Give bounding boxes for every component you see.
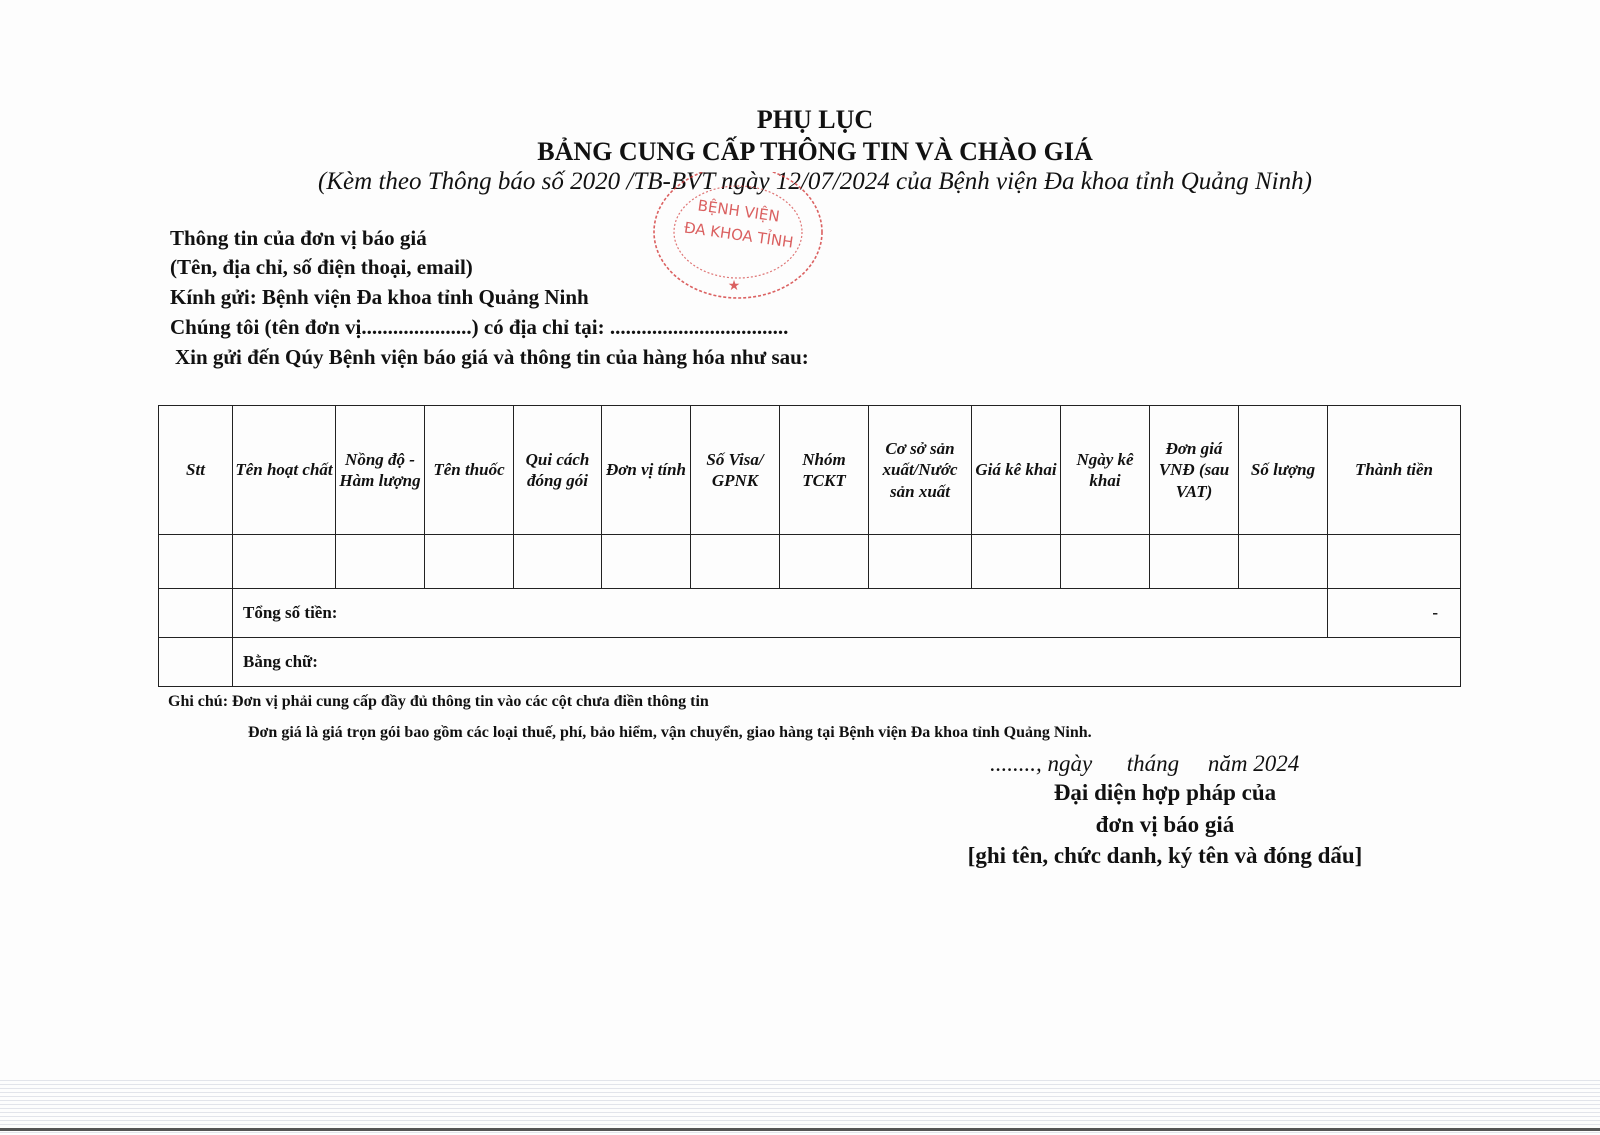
signature-line-2: đơn vị báo giá bbox=[1095, 812, 1235, 837]
table-row bbox=[159, 535, 1461, 589]
note-line-2: Đơn giá là giá trọn gói bao gồm các loại thuế, phí, bảo hiểm, vận chuyển, giao hàng tại Bệnh viện Đa khoa tỉnh Quảng Ninh. bbox=[248, 724, 1092, 741]
stamp-star-icon: ★ bbox=[727, 279, 741, 294]
table-cell[interactable] bbox=[425, 535, 514, 589]
table-cell[interactable] bbox=[1061, 535, 1150, 589]
table-cell[interactable] bbox=[233, 535, 336, 589]
signature-line-1: Đại diện hợp pháp của bbox=[1053, 780, 1277, 805]
table-cell[interactable] bbox=[1239, 535, 1328, 589]
info-line-recipient: Kính gửi: Bệnh viện Đa khoa tỉnh Quảng Ninh bbox=[170, 285, 589, 309]
table-cell[interactable] bbox=[691, 535, 780, 589]
table-cell[interactable] bbox=[869, 535, 972, 589]
info-line-contact: (Tên, địa chỉ, số điện thoại, email) bbox=[170, 255, 473, 279]
table-cell bbox=[159, 638, 233, 687]
note-line-1: Ghi chú: Đơn vị phải cung cấp đầy đủ thông tin vào các cột chưa điền thông tin bbox=[168, 693, 709, 710]
quotation-table bbox=[158, 405, 1461, 687]
amount-in-words-label: Bằng chữ: bbox=[233, 638, 1461, 687]
stamp-line-1: BỆNH VIỆN bbox=[696, 196, 781, 226]
stamp-line-2: ĐA KHOA TỈNH bbox=[682, 218, 795, 252]
header-packaging: Qui cách đóng gói bbox=[514, 406, 602, 535]
table-cell[interactable] bbox=[1150, 535, 1239, 589]
header-group: Nhóm TCKT bbox=[780, 406, 869, 535]
header-visa: Số Visa/ GPNK bbox=[691, 406, 780, 535]
signature-line-3: [ghi tên, chức danh, ký tên và đóng dấu] bbox=[967, 843, 1363, 868]
header-declared-price: Giá kê khai bbox=[972, 406, 1061, 535]
scan-edge-bar bbox=[0, 1128, 1600, 1131]
table-header-row bbox=[159, 406, 1461, 535]
header-unit: Đơn vị tính bbox=[602, 406, 691, 535]
document-reference: (Kèm theo Thông báo số 2020 /TB-BVT ngày 12/07/2024 của Bệnh viện Đa khoa tỉnh Quảng Ninh) bbox=[318, 168, 1312, 195]
signature-date: ........, ngày tháng năm 2024 bbox=[990, 751, 1300, 776]
table-cell[interactable] bbox=[336, 535, 425, 589]
info-line-address: Chúng tôi (tên đơn vị.....................) có địa chỉ tại: .................................. bbox=[170, 315, 789, 339]
total-value: - bbox=[1328, 589, 1461, 638]
table-cell[interactable] bbox=[1328, 535, 1461, 589]
document-title: PHỤ LỤC bbox=[756, 105, 874, 134]
scan-edge-lines bbox=[0, 1080, 1600, 1135]
header-quantity: Số lượng bbox=[1239, 406, 1328, 535]
table-cell[interactable] bbox=[972, 535, 1061, 589]
header-amount: Thành tiền bbox=[1328, 406, 1461, 535]
table-cell[interactable] bbox=[602, 535, 691, 589]
header-declared-date: Ngày kê khai bbox=[1061, 406, 1150, 535]
table-cell[interactable] bbox=[159, 535, 233, 589]
header-drug-name: Tên thuốc bbox=[425, 406, 514, 535]
hospital-stamp bbox=[650, 172, 826, 302]
info-line-vendor: Thông tin của đơn vị báo giá bbox=[170, 226, 427, 250]
header-active-ingredient: Tên hoạt chất bbox=[233, 406, 336, 535]
table-cell bbox=[159, 589, 233, 638]
total-label: Tổng số tiền: bbox=[233, 589, 1328, 638]
header-concentration: Nồng độ - Hàm lượng bbox=[336, 406, 425, 535]
table-cell[interactable] bbox=[780, 535, 869, 589]
header-stt: Stt bbox=[159, 406, 233, 535]
table-cell[interactable] bbox=[514, 535, 602, 589]
amount-in-words-row bbox=[159, 638, 1461, 687]
total-row bbox=[159, 589, 1461, 638]
header-unit-price: Đơn giá VNĐ (sau VAT) bbox=[1150, 406, 1239, 535]
header-manufacturer: Cơ sở sản xuất/Nước sản xuất bbox=[869, 406, 972, 535]
info-line-request: Xin gửi đến Qúy Bệnh viện báo giá và thông tin của hàng hóa như sau: bbox=[175, 345, 809, 369]
document-subtitle: BẢNG CUNG CẤP THÔNG TIN VÀ CHÀO GIÁ bbox=[537, 137, 1093, 166]
